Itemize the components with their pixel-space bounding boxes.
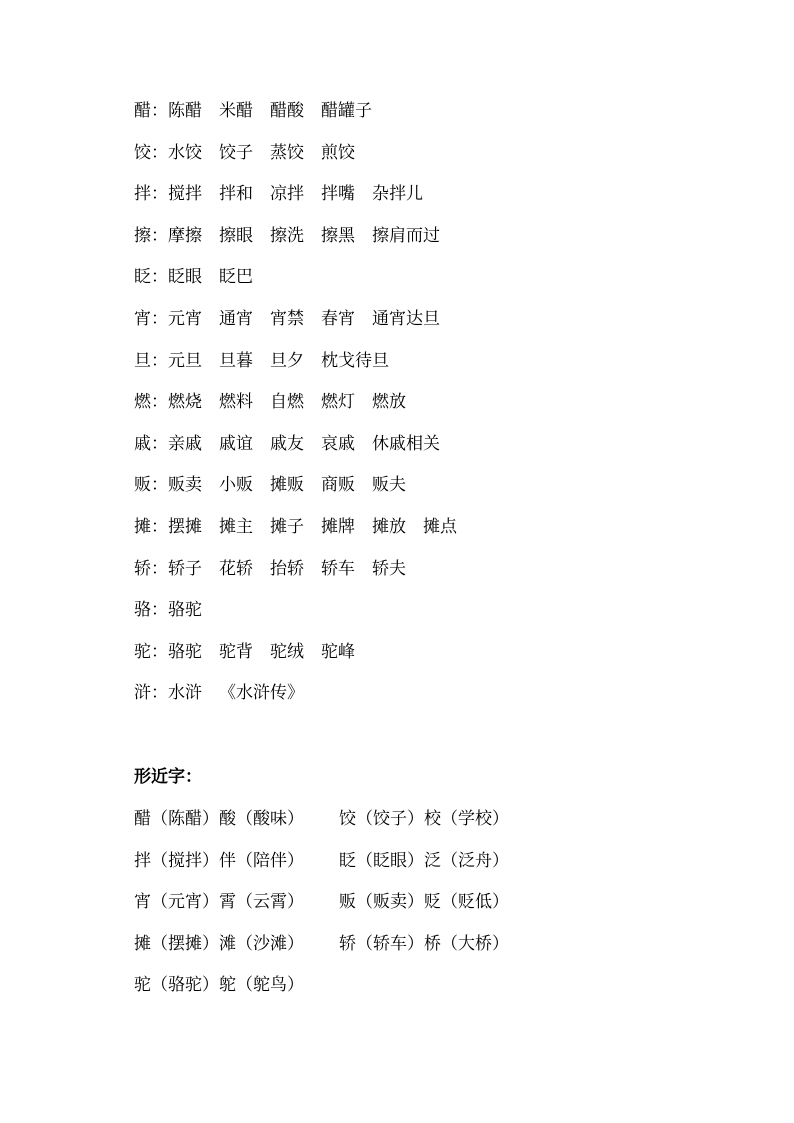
vocab-words [168, 472, 406, 498]
vocab-word: 摊点 [423, 516, 457, 537]
vocab-word: 通宵 [219, 308, 253, 329]
vocab-word: 自燃 [270, 392, 304, 413]
vocab-word: 驼背 [219, 641, 253, 662]
vocab-row [134, 680, 734, 722]
vocab-words [168, 431, 440, 457]
vocab-word: 抬轿 [270, 558, 304, 579]
vocab-character: 戚 [134, 433, 151, 454]
similar-character-entry: 贬（贬低） [424, 892, 509, 912]
vocab-word: 休戚相关 [372, 433, 440, 454]
vocab-character: 贩 [134, 475, 151, 496]
similar-character-entry: 醋（陈醋） [134, 809, 219, 829]
similar-pair-group [339, 806, 544, 848]
similar-row [134, 806, 734, 848]
vocab-colon: ： [151, 433, 168, 454]
vocab-colon: ： [151, 184, 168, 205]
vocab-row [134, 597, 734, 639]
vocab-character: 宵 [134, 308, 151, 329]
vocab-row [134, 264, 734, 306]
vocab-words [168, 514, 457, 540]
vocab-character: 驼 [134, 641, 151, 662]
similar-pair-group [339, 889, 544, 931]
vocab-character: 拌 [134, 184, 151, 205]
vocab-word: 轿夫 [372, 558, 406, 579]
vocab-words [168, 223, 440, 249]
similar-character-entry: 轿（轿车） [339, 933, 424, 954]
vocab-row [134, 472, 734, 514]
vocab-word: 旦暮 [219, 350, 253, 371]
vocab-word: 贩夫 [372, 475, 406, 496]
vocabulary-list [134, 98, 734, 722]
similar-character-entry: 霄（云霄） [219, 892, 304, 912]
vocab-word: 醋罐子 [321, 101, 372, 121]
vocab-row [134, 389, 734, 431]
vocab-word: 摊贩 [270, 475, 304, 496]
vocab-word: 摊子 [270, 516, 304, 537]
vocab-word: 摩擦 [168, 225, 202, 246]
vocab-words [168, 597, 202, 623]
vocab-word: 摆摊 [168, 516, 202, 537]
vocab-word: 擦眼 [219, 225, 253, 246]
vocab-word: 骆驼 [168, 600, 202, 621]
similar-characters-list [134, 806, 734, 1014]
vocab-colon: ： [151, 225, 168, 246]
similar-character-entry: 桥（大桥） [424, 933, 509, 954]
vocab-character: 燃 [134, 392, 151, 413]
vocab-row [134, 98, 734, 140]
vocab-word: 哀戚 [321, 433, 355, 454]
vocab-word: 元旦 [168, 350, 202, 371]
vocab-word: 眨眼 [168, 267, 202, 288]
vocab-character: 擦 [134, 225, 151, 246]
similar-character-entry: 摊（摆摊） [134, 933, 219, 954]
vocab-word: 陈醋 [168, 101, 202, 121]
vocab-words [168, 680, 304, 706]
section-title-xingjinzi: 形近字： [134, 767, 202, 787]
vocab-colon: ： [151, 142, 168, 163]
vocab-word: 擦洗 [270, 225, 304, 246]
similar-character-entry: 拌（搅拌） [134, 850, 219, 871]
vocab-word: 擦肩而过 [372, 225, 440, 246]
vocab-word: 元宵 [168, 308, 202, 329]
vocab-character: 骆 [134, 600, 151, 621]
vocab-colon: ： [151, 641, 168, 662]
vocab-colon: ： [151, 683, 168, 704]
vocab-word: 摊主 [219, 516, 253, 537]
vocab-word: 擦黑 [321, 225, 355, 246]
vocab-word: 亲戚 [168, 433, 202, 454]
vocab-words [168, 140, 355, 166]
vocab-word: 轿子 [168, 558, 202, 579]
vocab-row [134, 223, 734, 265]
vocab-word: 摊牌 [321, 516, 355, 537]
similar-character-entry: 饺（饺子） [339, 809, 424, 829]
vocab-word: 蒸饺 [270, 142, 304, 163]
vocab-colon: ： [151, 600, 168, 621]
similar-pair-group [134, 931, 339, 973]
similar-row [134, 889, 734, 931]
vocab-colon: ： [151, 516, 168, 537]
vocab-word: 拌和 [219, 184, 253, 205]
similar-character-entry: 校（学校） [424, 809, 509, 829]
vocab-colon: ： [151, 558, 168, 579]
similar-character-entry: 驼（骆驼） [134, 975, 219, 995]
vocab-word: 杂拌儿 [372, 184, 423, 205]
vocab-row [134, 306, 734, 348]
vocab-words [168, 306, 440, 332]
similar-pair-group [339, 931, 544, 973]
vocab-word: 戚友 [270, 433, 304, 454]
vocab-word: 眨巴 [219, 267, 253, 288]
vocab-word: 煎饺 [321, 142, 355, 163]
vocab-character: 旦 [134, 350, 151, 371]
vocab-colon: ： [151, 308, 168, 329]
vocab-word: 通宵达旦 [372, 308, 440, 329]
vocab-word: 轿车 [321, 558, 355, 579]
vocab-word: 宵禁 [270, 308, 304, 329]
vocab-row [134, 639, 734, 681]
vocab-word: 燃放 [372, 392, 406, 413]
similar-character-entry: 泛（泛舟） [424, 850, 509, 871]
vocab-colon: ： [151, 350, 168, 371]
similar-row [134, 848, 734, 890]
vocab-character: 轿 [134, 558, 151, 579]
vocab-character: 浒 [134, 683, 151, 704]
vocab-words [168, 264, 253, 290]
similar-pair-group [134, 972, 339, 1014]
vocab-word: 燃灯 [321, 392, 355, 413]
similar-row [134, 931, 734, 973]
vocab-word: 水浒 [168, 683, 202, 704]
vocab-word: 凉拌 [270, 184, 304, 205]
vocab-row [134, 348, 734, 390]
vocab-word: 枕戈待旦 [321, 350, 389, 371]
vocab-word: 醋酸 [270, 101, 304, 121]
vocab-character: 摊 [134, 516, 151, 537]
vocab-words [168, 389, 406, 415]
vocab-colon: ： [151, 392, 168, 413]
vocab-word: 饺子 [219, 142, 253, 163]
vocab-words [168, 639, 355, 665]
vocab-character: 饺 [134, 142, 151, 163]
vocab-colon: ： [151, 267, 168, 288]
vocab-word: 旦夕 [270, 350, 304, 371]
vocab-character: 醋 [134, 101, 151, 121]
vocab-word: 搅拌 [168, 184, 202, 205]
vocab-word: 驼峰 [321, 641, 355, 662]
vocab-word: 花轿 [219, 558, 253, 579]
vocab-word: 戚谊 [219, 433, 253, 454]
vocab-row [134, 140, 734, 182]
similar-pair-group [134, 889, 339, 931]
similar-pair-group [134, 806, 339, 848]
vocab-word: 《水浒传》 [219, 683, 304, 704]
vocab-word: 燃料 [219, 392, 253, 413]
similar-character-entry: 贩（贩卖） [339, 892, 424, 912]
similar-character-entry: 眨（眨眼） [339, 850, 424, 871]
similar-character-entry: 滩（沙滩） [219, 933, 304, 954]
similar-character-entry: 宵（元宵） [134, 892, 219, 912]
vocab-row [134, 514, 734, 556]
similar-row [134, 972, 734, 1014]
vocab-row [134, 556, 734, 598]
vocab-words [168, 556, 406, 582]
vocab-word: 贩卖 [168, 475, 202, 496]
vocab-row [134, 431, 734, 473]
vocab-word: 摊放 [372, 516, 406, 537]
vocab-word: 燃烧 [168, 392, 202, 413]
vocab-word: 骆驼 [168, 641, 202, 662]
vocab-word: 商贩 [321, 475, 355, 496]
vocab-word: 春宵 [321, 308, 355, 329]
vocab-colon: ： [151, 475, 168, 496]
vocab-word: 米醋 [219, 101, 253, 121]
vocab-word: 小贩 [219, 475, 253, 496]
vocab-character: 眨 [134, 267, 151, 288]
similar-pair-group [339, 848, 544, 890]
vocab-colon: ： [151, 101, 168, 121]
vocab-word: 拌嘴 [321, 184, 355, 205]
similar-pair-group [134, 848, 339, 890]
similar-character-entry: 酸（酸味） [219, 809, 304, 829]
vocab-word: 驼绒 [270, 641, 304, 662]
similar-character-entry: 鸵（鸵鸟） [219, 975, 304, 995]
similar-character-entry: 伴（陪伴） [219, 850, 304, 871]
vocab-words [168, 181, 423, 207]
vocab-word: 水饺 [168, 142, 202, 163]
vocab-words [168, 98, 372, 124]
vocab-row [134, 181, 734, 223]
vocab-words [168, 348, 389, 374]
